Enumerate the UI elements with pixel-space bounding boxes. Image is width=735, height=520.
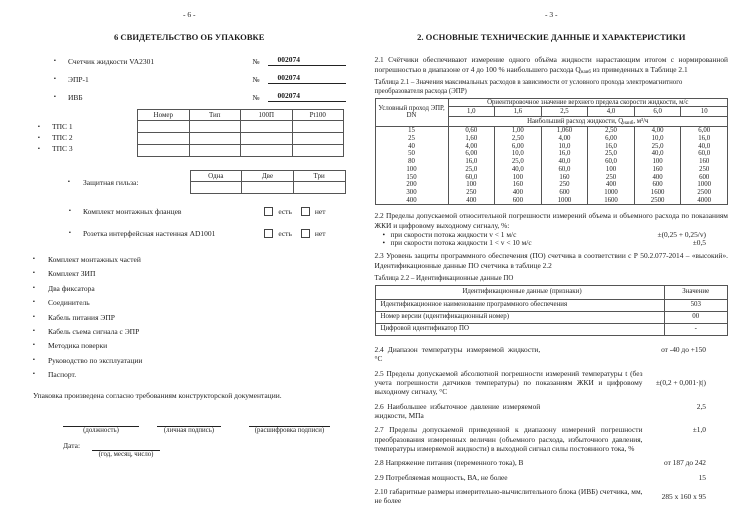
velocity-tick: 1,6	[495, 107, 542, 117]
counter-label: ▪ Счетчик жидкости VA2301	[68, 57, 252, 66]
flow-value: 600	[681, 174, 728, 182]
signature-position-hint: (должность)	[83, 427, 119, 435]
list-item: ▪ Методика поверки	[33, 341, 346, 350]
velocity-tick: 4,0	[588, 107, 635, 117]
sleeve-blank-cell[interactable]	[190, 182, 242, 194]
spec-text: 2.7 Пределы допускаемой приведенной к диапазону измерений погрешности преобразования измеренных величин (объемного расхода, избыточного давления, температуры измеряемой жидкости) в выходной сигнал силы постоянного тока, %	[374, 425, 643, 453]
yes-option-label: есть	[278, 229, 292, 238]
flow-value: 6,00	[495, 143, 542, 151]
date-label: Дата:	[63, 441, 81, 451]
flow-value: 10,0	[541, 143, 588, 151]
software-id-name: Идентификационное наименование программного обеспечения	[375, 299, 664, 311]
flow-value: 6,00	[588, 135, 635, 143]
spec-2-5-temperature-accuracy	[375, 369, 729, 397]
flow-value: 400	[448, 197, 495, 205]
wall-socket-no-checkbox[interactable]	[301, 229, 310, 238]
tps1-label: ▪ ТПС 1	[33, 121, 137, 132]
flow-value: 16,0	[448, 158, 495, 166]
flow-value: 16,0	[588, 143, 635, 151]
packing-note: Упаковка произведена согласно требованиям конструкторской документации.	[33, 391, 282, 401]
flow-row-dn80	[375, 158, 728, 166]
spec-2-8-supply-voltage	[375, 458, 729, 467]
spec-text: 2.6 Наибольшее избыточное давление измеряемой жидкости, МПа	[374, 401, 541, 420]
spec-text: 2.10 габаритные размеры измерительно-вычислительного блока (ИВБ) счетчика, мм, не более	[374, 486, 643, 506]
flow-value: 600	[495, 197, 542, 205]
signature-personal-column	[157, 417, 221, 434]
flow-row-dn50	[375, 150, 728, 158]
spec-2-7-conversion-accuracy	[375, 425, 729, 453]
tps-blank-cell[interactable]	[189, 121, 241, 133]
tps-blank-cell[interactable]	[189, 145, 241, 157]
serial-row-epr	[68, 73, 346, 84]
q-max-subscript: наиб	[580, 69, 591, 75]
protective-sleeve-section	[33, 170, 346, 194]
flow-value: 1000	[588, 189, 635, 197]
spec-text: 2.9 Потребляемая мощность, ВА, не более	[374, 472, 508, 482]
ivb-label: ▪ ИВБ	[68, 93, 252, 102]
flow-row-dn15	[375, 127, 728, 135]
flow-value: 4,00	[634, 127, 681, 135]
signature-transcript-line[interactable]	[249, 417, 330, 427]
paragraph-2-2: 2.2 Пределы допускаемой относительной погрешности измерений объема и объемного расхода по показаниям ЖКИ и цифровому выходному сигналу, %:	[374, 211, 728, 230]
flow-value: 250	[448, 189, 495, 197]
tps-blank-cell[interactable]	[241, 121, 293, 133]
flow-value: 160	[541, 174, 588, 182]
tps-table	[137, 109, 344, 157]
tps-row-2	[138, 133, 344, 145]
list-item: ▪ Комплект ЗИП	[33, 269, 346, 278]
wall-socket-row	[83, 229, 326, 238]
number-sign: №	[252, 93, 260, 102]
tps-blank-cell[interactable]	[138, 145, 190, 157]
wall-socket-label: ▪ Розетка интерфейсная настенная AD1001	[83, 229, 264, 238]
flow-value: 25,0	[448, 166, 495, 174]
dn-value: 25	[375, 135, 448, 143]
packing-certificate-title: 6 СВИДЕТЕЛЬСТВО ОБ УПАКОВКЕ	[113, 32, 265, 42]
package-contents-list	[33, 255, 346, 379]
q-max-subscript: наиб	[623, 120, 634, 126]
tps-blank-cell[interactable]	[241, 145, 293, 157]
protective-sleeve-label: ▪ Защитная гильза:	[33, 178, 190, 187]
flange-kit-row	[83, 207, 326, 216]
tps2-label: ▪ ТПС 2	[33, 132, 137, 143]
flange-kit-no-checkbox[interactable]	[301, 207, 310, 216]
flow-value: 1,60	[448, 135, 495, 143]
epr-serial-field: 002074	[268, 73, 346, 84]
flow-value: 100	[588, 166, 635, 174]
table-2-1-caption: Таблица 2.1 – Значения максимальных расходов в зависимости от условного прохода электромагнитного преобразователя расхода (ЭПР)	[374, 79, 683, 95]
spec-text: 2.5 Пределы допускаемой абсолютной погрешности измерений температуры t (без учета погрешности датчиков температуры) по показаниям ЖКИ и цифровому выходному сигналу, °С	[374, 368, 643, 397]
spec-value: от 187 до 242	[664, 458, 706, 468]
dn-value: 150	[375, 174, 448, 182]
date-blank-line[interactable]	[92, 441, 160, 451]
tps3-label: ▪ ТПС 3	[33, 143, 137, 154]
page-technical-data	[368, 0, 735, 520]
sleeve-count-table	[190, 170, 346, 194]
tps-blank-cell[interactable]	[138, 133, 190, 145]
page-number-left: - 6 -	[183, 10, 196, 19]
tps-col-100p: 100П	[241, 110, 293, 121]
spec-2-6-max-pressure	[375, 402, 729, 421]
epr-label: ▪ ЭПР-1	[68, 75, 252, 84]
software-table-header	[375, 285, 728, 299]
flow-value: 1600	[634, 189, 681, 197]
flow-row-dn100	[375, 166, 728, 174]
sleeve-option-two: Две	[242, 171, 294, 182]
tps-row-1	[138, 121, 344, 133]
serial-row-ivb	[68, 91, 346, 102]
list-item: ▪ Комплект монтажных частей	[33, 255, 346, 264]
flow-value: 100	[495, 174, 542, 182]
accuracy-value: ±(0,25 + 0,25/v)	[657, 229, 706, 239]
qmax-subheader	[448, 117, 728, 127]
tps-blank-cell[interactable]	[292, 145, 344, 157]
tps-col-number: Номер	[138, 110, 190, 121]
signature-personal-hint: (личная подпись)	[163, 427, 215, 435]
spec-2-4-temperature-range	[375, 345, 729, 364]
sleeve-blank-cell[interactable]	[293, 182, 345, 194]
flow-value: 400	[634, 174, 681, 182]
flow-value: 40,0	[541, 158, 588, 166]
tps-col-type: Тип	[189, 110, 241, 121]
flow-value: 4,00	[541, 135, 588, 143]
tps-blank-cell[interactable]	[138, 121, 190, 133]
flow-value: 2,50	[495, 135, 542, 143]
signature-transcript-column	[249, 417, 330, 434]
accuracy-condition: • при скорости потока жидкости 1 < v < 10 м/с	[383, 239, 532, 248]
flow-value: 10,0	[495, 150, 542, 158]
qmax-subheader-units: , м³/ч	[633, 117, 649, 125]
sleeve-option-three: Три	[293, 171, 345, 182]
flow-value: 60,0	[448, 174, 495, 182]
flow-row-dn25	[375, 135, 728, 143]
paragraph-2-1-text: 2.1 Счётчики обеспечивают измерение одного объёма жидкости нарастающим итогом с нормированной погрешностью в диапазоне от 4 до 100 % наибольшего расхода Q	[374, 55, 728, 74]
flow-row-dn150	[375, 174, 728, 182]
sleeve-option-one: Одна	[190, 171, 242, 182]
flow-value: 60,0	[681, 150, 728, 158]
flow-table-header-row	[375, 98, 728, 107]
date-section	[63, 441, 346, 458]
dn-value: 15	[375, 127, 448, 135]
flow-value: 25,0	[588, 150, 635, 158]
dn-column-header: Условный проход ЭПР, DN	[375, 98, 448, 127]
software-version-name: Номер версии (идентификационный номер)	[375, 311, 664, 323]
page-number-right: - 3 -	[545, 10, 558, 19]
software-value-column-header: Значение	[664, 285, 728, 299]
spec-text: 2.4 Диапазон температуры измеряемой жидкости, °С	[374, 344, 541, 364]
flow-value: 2500	[634, 197, 681, 205]
spec-value: ±1,0	[692, 425, 706, 435]
yes-option-label: есть	[278, 207, 292, 216]
spec-value: ±(0,2 + 0,001·|t|)	[655, 377, 706, 387]
software-digital-id-value: -	[664, 323, 728, 335]
signature-personal-line[interactable]	[157, 417, 221, 427]
flow-value: 6,00	[448, 150, 495, 158]
date-format-hint: (год, месяц, число)	[98, 451, 154, 459]
flow-value: 25,0	[495, 158, 542, 166]
counter-serial-field: 002074	[268, 55, 346, 66]
flow-value: 0,60	[448, 127, 495, 135]
software-digital-id-row	[375, 323, 728, 335]
flow-value: 16,0	[541, 150, 588, 158]
spec-value: 15	[698, 472, 706, 482]
velocity-tick: 6,0	[634, 107, 681, 117]
spec-value: 2,5	[696, 401, 706, 411]
flow-value: 40,0	[495, 166, 542, 174]
software-digital-id-name: Цифровой идентификатор ПО	[375, 323, 664, 335]
flow-value: 100	[634, 158, 681, 166]
tps-table-header	[138, 110, 344, 121]
flow-value: 1600	[588, 197, 635, 205]
flow-value: 60,0	[588, 158, 635, 166]
flow-row-dn200	[375, 181, 728, 189]
accuracy-item-high-velocity	[383, 239, 729, 248]
flow-value: 4000	[681, 197, 728, 205]
paragraph-2-1	[375, 55, 729, 74]
ivb-serial-field: 002074	[268, 91, 346, 102]
tps-col-pt100: Pt100	[292, 110, 344, 121]
software-id-value: 503	[664, 299, 728, 311]
tps-row-labels	[33, 109, 137, 157]
flow-value: 10,0	[634, 135, 681, 143]
flow-value: 160	[634, 166, 681, 174]
flow-value: 1,00	[495, 127, 542, 135]
flow-row-dn400	[375, 197, 728, 205]
accuracy-value: ±0,5	[692, 238, 706, 248]
signature-position-line[interactable]	[63, 417, 139, 427]
flow-value: 16,0	[681, 135, 728, 143]
max-flow-table	[375, 98, 729, 206]
dn-value: 40	[375, 143, 448, 151]
spec-2-10-dimensions	[375, 487, 729, 506]
flange-kit-label: ▪ Комплект монтажных фланцев	[83, 207, 264, 216]
list-item: ▪ Кабель съема сигнала с ЭПР	[33, 327, 346, 336]
tps-blank-cell[interactable]	[241, 133, 293, 145]
flow-value: 25,0	[634, 143, 681, 151]
signature-transcript-hint: (расшифровка подписи)	[254, 427, 325, 435]
velocity-tick: 10	[681, 107, 728, 117]
spec-value: от -40 до +150	[661, 344, 706, 354]
flow-row-dn40	[375, 143, 728, 151]
spec-text: 2.8 Напряжение питания (переменного тока), В	[374, 458, 524, 468]
list-item: ▪ Руководство по эксплуатации	[33, 356, 346, 365]
table-2-2-caption: Таблица 2.2 – Идентификационные данные ПО	[374, 275, 514, 283]
list-item: ▪ Паспорт.	[33, 370, 346, 379]
dn-value: 400	[375, 197, 448, 205]
number-sign: №	[252, 75, 260, 84]
flow-value: 600	[541, 189, 588, 197]
wall-socket-yes-checkbox[interactable]	[264, 229, 273, 238]
software-version-row	[375, 311, 728, 323]
flow-row-dn300	[375, 189, 728, 197]
flow-value: 1000	[681, 181, 728, 189]
flow-value: 6,00	[681, 127, 728, 135]
sleeve-blank-cell[interactable]	[242, 182, 294, 194]
flow-value: 40,0	[681, 143, 728, 151]
signature-section	[63, 417, 346, 434]
no-option-label: нет	[314, 207, 326, 216]
flow-value: 40,0	[634, 150, 681, 158]
dn-value: 200	[375, 181, 448, 189]
flow-value: 250	[588, 174, 635, 182]
tps-blank-cell[interactable]	[189, 133, 241, 145]
flow-value: 400	[588, 181, 635, 189]
qmax-subheader-text: Наибольший расход жидкости, Q	[527, 117, 624, 125]
software-id-column-header: Идентификационные данные (признаки)	[375, 285, 664, 299]
flow-value: 1000	[541, 197, 588, 205]
flow-value: 2500	[681, 189, 728, 197]
list-item: ▪ Кабель питания ЭПР	[33, 313, 346, 322]
spec-value: 285 х 160 х 95	[661, 491, 706, 501]
flow-value: 250	[681, 166, 728, 174]
flow-value: 250	[541, 181, 588, 189]
tps-blank-cell[interactable]	[292, 121, 344, 133]
dn-value: 80	[375, 158, 448, 166]
flow-value: 160	[681, 158, 728, 166]
accuracy-condition: • при скорости потока жидкости v < 1 м/с	[383, 231, 517, 240]
dn-value: 300	[375, 189, 448, 197]
flow-value: 600	[634, 181, 681, 189]
sleeve-table-header	[190, 171, 345, 182]
dn-value: 100	[375, 166, 448, 174]
technical-data-title: 2. ОСНОВНЫЕ ТЕХНИЧЕСКИЕ ДАННЫЕ И ХАРАКТЕРИСТИКИ	[417, 32, 686, 42]
flow-value: 400	[495, 189, 542, 197]
dn-value: 50	[375, 150, 448, 158]
date-field-column	[92, 441, 160, 458]
flow-value: 1,060	[541, 127, 588, 135]
tps-blank-cell[interactable]	[292, 133, 344, 145]
sleeve-blank-row	[190, 182, 345, 194]
flow-value: 160	[495, 181, 542, 189]
software-version-value: 00	[664, 311, 728, 323]
velocity-span-header: Ориентировочное значение верхнего предела скорости жидкости, м/с	[448, 98, 728, 107]
flow-value: 60,0	[541, 166, 588, 174]
tps-row-3	[138, 145, 344, 157]
flow-value: 100	[448, 181, 495, 189]
number-sign: №	[252, 57, 260, 66]
flow-value: 4,00	[448, 143, 495, 151]
serial-row-counter	[68, 55, 346, 66]
velocity-tick: 1,0	[448, 107, 495, 117]
paragraph-2-3: 2.3 Уровень защиты программного обеспечения (ПО) счетчика в соответствии с Р 50.2.077-2014 – «высокий». Идентификационные данные ПО счетчика в таблице 2.2	[374, 251, 728, 270]
list-item: ▪ Соединитель	[33, 298, 346, 307]
no-option-label: нет	[314, 229, 326, 238]
software-id-table	[375, 285, 729, 336]
list-item: ▪ Два фиксатора	[33, 284, 346, 293]
velocity-tick: 2,5	[541, 107, 588, 117]
spec-2-9-power-consumption	[375, 473, 729, 482]
flow-value: 2,50	[588, 127, 635, 135]
software-name-row	[375, 299, 728, 311]
signature-position-column	[63, 417, 139, 434]
paragraph-2-1-tail: из приведенных в Таблице 2.1	[590, 64, 688, 74]
tps-section	[33, 109, 346, 157]
flange-kit-yes-checkbox[interactable]	[264, 207, 273, 216]
